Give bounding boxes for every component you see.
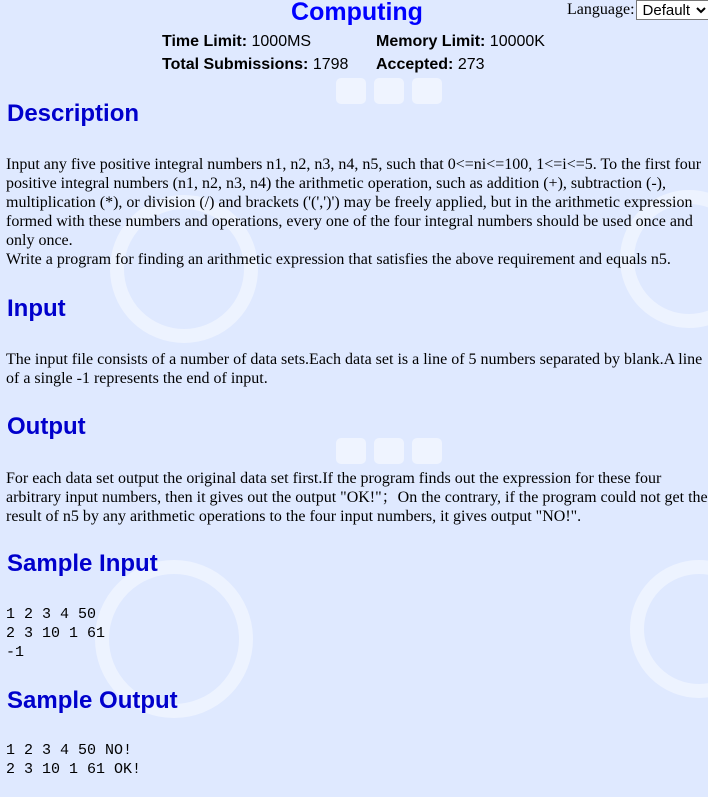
watermark-shape (336, 78, 366, 104)
memory-limit (376, 33, 590, 51)
language-label: Language: (567, 1, 635, 18)
watermark-shape (336, 438, 366, 464)
watermark-shape (412, 438, 442, 464)
memory-limit-value: 10000K (489, 32, 545, 50)
sample-output-heading: Sample Output (7, 687, 178, 714)
description-heading: Description (7, 100, 140, 127)
watermark-seal (630, 560, 708, 698)
input-text: The input file consists of a number of data sets.Each data set is a line of 5 numbers separated by blank.A line of a single -1 represents the end of input. (6, 351, 703, 387)
language-select[interactable] (636, 0, 708, 20)
memory-limit-label: Memory Limit: (376, 32, 486, 50)
watermark-shape (374, 438, 404, 464)
total-submissions (162, 56, 376, 74)
sample-output-block: 1 2 3 4 50 NO! 2 3 10 1 61 OK! (6, 742, 142, 778)
watermark-shape (412, 78, 442, 104)
time-limit-label: Time Limit: (162, 32, 248, 50)
accepted-label: Accepted: (376, 55, 454, 73)
output-text: For each data set output the original data set first.If the program finds out the expression for these four arbitrary input numbers, then it gives out the output "OK!"；On the contrary, if the program could not get the result of n5 by any arithmetic operations to the four input numbers, it gives output "NO!". (6, 470, 708, 525)
accepted-value: 273 (457, 55, 485, 73)
problem-stats (162, 30, 590, 76)
time-limit-value: 1000MS (251, 32, 312, 50)
watermark-shape (374, 78, 404, 104)
page-title: Computing (291, 0, 423, 26)
description-text: Input any five positive integral numbers n1, n2, n3, n4, n5, such that 0<=ni<=100, 1<=i<=5. To the first four positive integral numbers (n1, n2, n3, n4) the arithmetic operation, such as addition (+), subtraction (-), multiplication (*), or division (/) and brackets ('(',')') may be freely applied, but in the arithmetic expression formed with these numbers and operations, every one of the four integral numbers should be used once and only once. (6, 156, 702, 249)
time-limit (162, 33, 376, 51)
input-heading: Input (7, 295, 66, 322)
sample-input-block: 1 2 3 4 50 2 3 10 1 61 -1 (6, 606, 106, 661)
total-submissions-value: 1798 (312, 55, 349, 73)
accepted (376, 56, 590, 74)
sample-input-heading: Sample Input (7, 550, 158, 577)
language-selector (567, 0, 708, 20)
total-submissions-label: Total Submissions: (162, 55, 309, 73)
output-heading: Output (7, 413, 86, 440)
description-text-2: Write a program for finding an arithmetic expression that satisfies the above requirement and equals n5. (6, 251, 671, 268)
